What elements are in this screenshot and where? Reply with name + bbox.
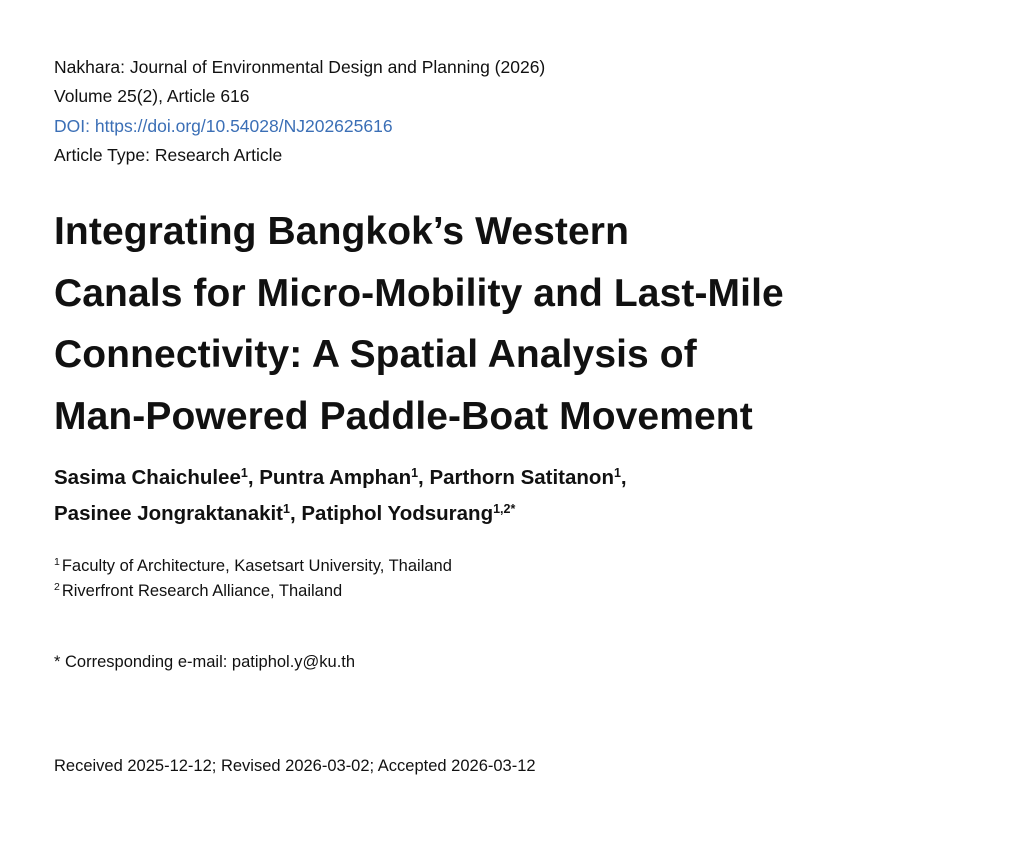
author-name: Sasima Chaichulee	[54, 466, 241, 489]
author-affiliation-marker: 1	[613, 466, 621, 480]
article-front-page	[54, 0, 994, 842]
affiliation-marker: 2	[54, 581, 60, 593]
author-affiliation-marker: 1	[411, 466, 419, 480]
doi-label: DOI:	[54, 115, 95, 136]
affiliation-marker: 1	[54, 556, 60, 568]
doi-link[interactable]: https://doi.org/10.54028/NJ202625616	[94, 115, 393, 136]
journal-header	[54, 53, 545, 170]
corresponding-email: * Corresponding e-mail: patiphol.y@ku.th	[54, 653, 356, 671]
author-name: Puntra Amphan	[259, 466, 412, 489]
affiliation-text: Riverfront Research Alliance, Thailand	[61, 582, 343, 600]
author-line: Pasinee Jongraktanakit$^1$, Patiphol Yodsurang$^{1,2*}$	[54, 502, 516, 525]
affiliation-item	[54, 579, 452, 604]
title-line: Man-Powered Paddle-Boat Movement	[54, 394, 753, 438]
publication-dates: Received 2025-12-12; Revised 2026-03-02; Accepted 2026-03-12	[54, 757, 536, 775]
title-line: Connectivity: A Spatial Analysis of	[54, 333, 697, 376]
author-name: Parthorn Satitanon	[429, 466, 614, 489]
title-line: Integrating Bangkok’s Western	[54, 210, 630, 253]
author-name: Patiphol Yodsurang	[301, 502, 494, 525]
author-line: Sasima Chaichulee$^1$, Puntra Amphan$^1$, Parthorn Satitanon$^1$,	[54, 466, 627, 489]
author-affiliation-marker: 1,2*	[493, 502, 516, 516]
journal-volume: Volume 25(2), Article 616	[54, 86, 250, 107]
author-name: Pasinee Jongraktanakit	[54, 502, 284, 525]
affiliation-list	[54, 554, 452, 604]
doi-line	[54, 112, 545, 141]
title-line: Canals for Micro-Mobility and Last-Mile	[54, 271, 784, 315]
author-affiliation-marker: 1	[283, 502, 290, 516]
affiliation-text: Faculty of Architecture, Kasetsart University, Thailand	[61, 557, 452, 575]
article-type: Article Type: Research Article	[54, 144, 283, 165]
affiliation-item	[54, 554, 452, 579]
journal-name: Nakhara: Journal of Environmental Design and Planning (2026)	[54, 57, 546, 77]
author-affiliation-marker: 1	[240, 466, 248, 480]
article-title	[54, 201, 954, 447]
author-list	[54, 460, 627, 532]
